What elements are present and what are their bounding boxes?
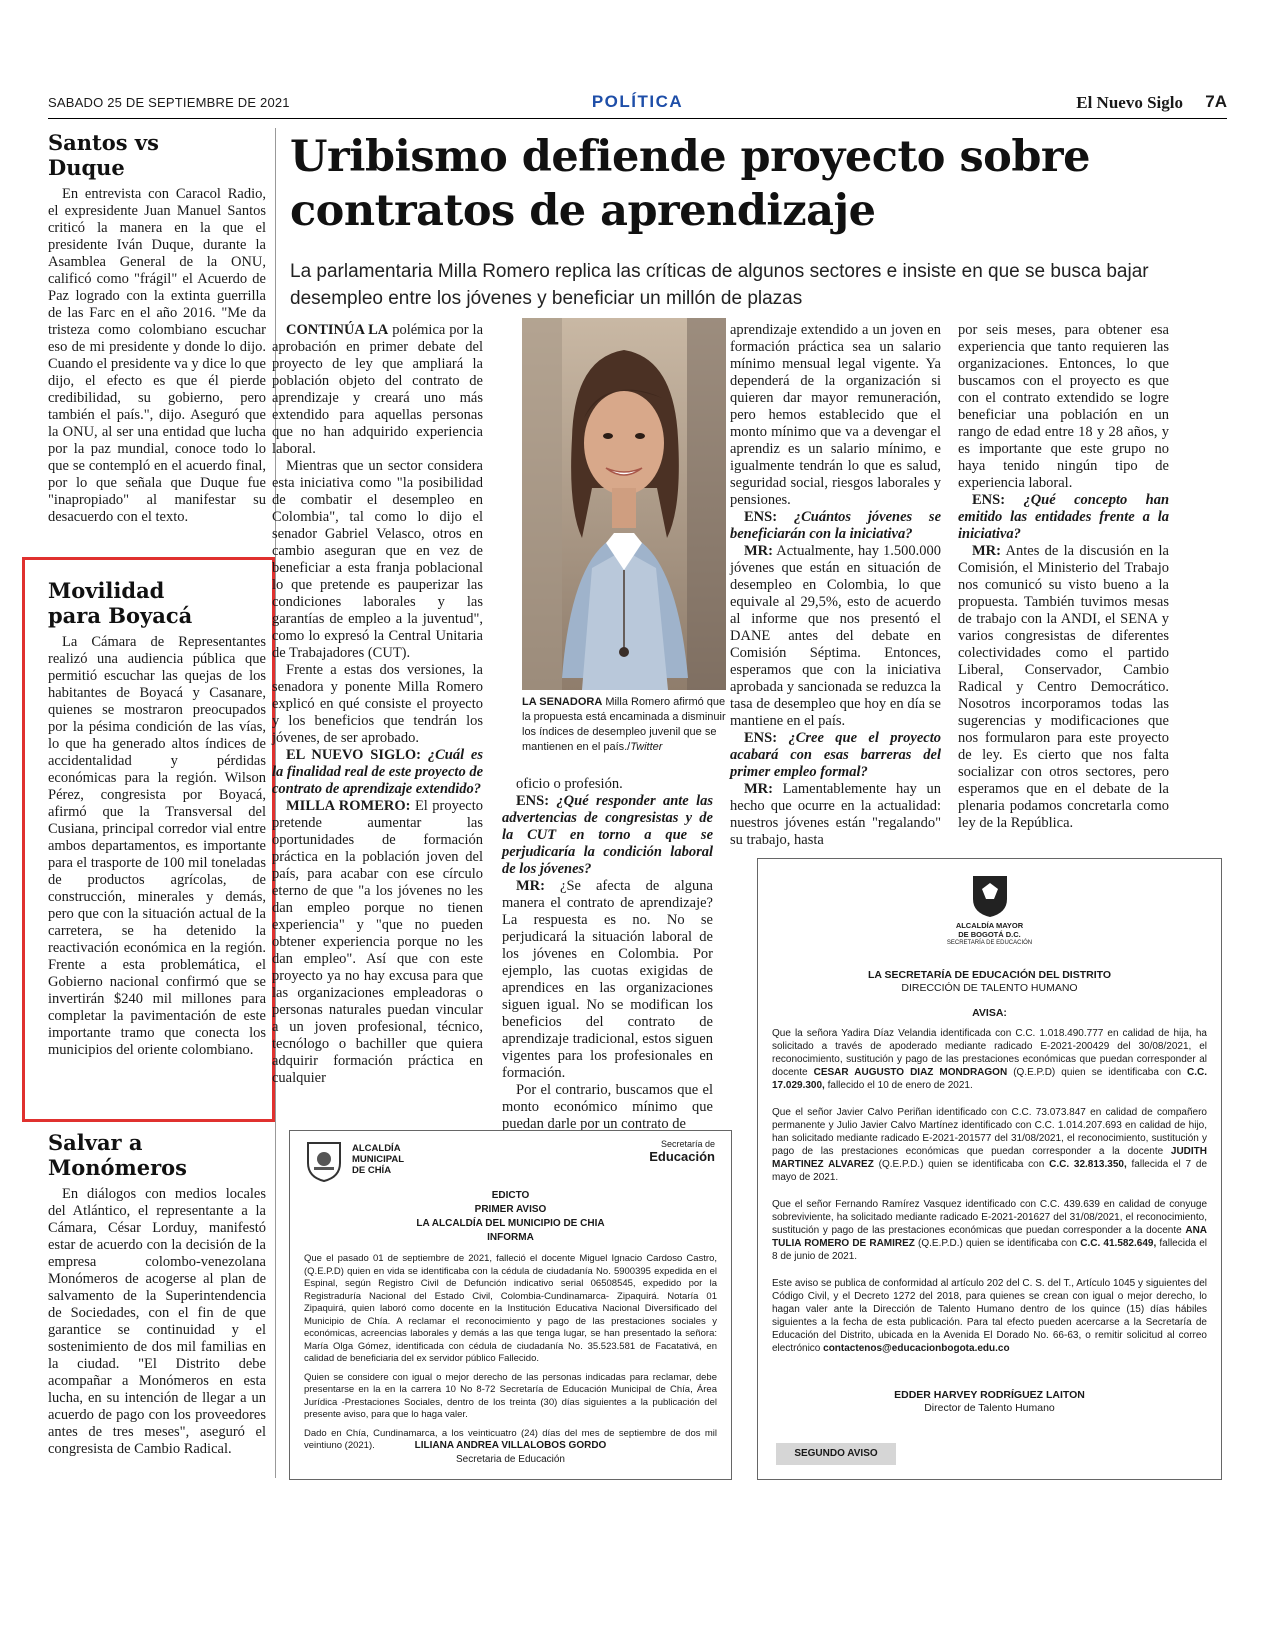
issue-date: SABADO 25 DE SEPTIEMBRE DE 2021 xyxy=(48,95,290,110)
caption-lead: LA SENADORA xyxy=(522,696,603,708)
article-paragraph: Por el contrario, buscamos que el monto económico mínimo que puedan darle por un contrato de xyxy=(502,1082,713,1132)
interview-answer: MR: Actualmente, hay 1.500.000 jóvenes que están en situación de desempleo en Colombia, lo que equivale al 29,5%, esto de acuerdo al informe que nos presentó el DANE antes del debate en Comisión Séptima. Entonces, esperamos que con la iniciativa aprobada y sancionada se reduzca la tasa de desempleo que hoy en día se mantiene en el país. xyxy=(730,543,942,729)
chia-title: EDICTO PRIMER AVISO LA ALCALDÍA DEL MUNICIPIO DE CHIA INFORMA xyxy=(416,1190,605,1243)
section-name: POLÍTICA xyxy=(591,92,684,111)
lead-in: CONTINÚA LA xyxy=(286,322,389,338)
article-paragraph: por seis meses, para obtener esa experiencia que tanto requieren las organizaciones. Entonces, lo que buscamos con el proyecto es que con el contrato extendido se logre beneficiar una población en un rango de edad entre 18 y 28 años, y es importante que este grupo no haya tenido ningún tipo de experiencia laboral. xyxy=(958,322,1169,491)
bogota-seal-text: ALCALDÍA MAYOR DE BOGOTÁ D.C. SECRETARÍA DE EDUCACIÓN xyxy=(946,921,1033,946)
bogota-signature: EDDER HARVEY RODRÍGUEZ LAITON Director de Talento Humano xyxy=(894,1389,1085,1414)
article-column-2 xyxy=(502,776,713,1133)
sidebar-story-monomeros xyxy=(48,1130,266,1458)
article-paragraph: CONTINÚA LA polémica por la aprobación en primer debate del proyecto de ley que ampliará la población objeto del contrato de aprendizaje y creará uno más extendido para aquellas personas que no han adquirido experiencia laboral. xyxy=(272,322,484,457)
article-paragraph: oficio o profesión. xyxy=(516,776,623,792)
highlight-box xyxy=(22,557,275,1122)
article-headline: Uribismo defiende proyecto sobre contratos de aprendizaje xyxy=(290,132,1090,236)
masthead: El Nuevo Siglo xyxy=(1076,93,1183,112)
interview-question: ENS: ¿Qué responder ante las advertencias de congresistas y de la CUT en torno a que se perjudicaría la condición laboral de los jóvenes? xyxy=(502,793,713,877)
interview-question: ENS: ¿Cree que el proyecto acabará con esas barreras del primer empleo formal? xyxy=(730,730,941,780)
sidebar-story-title: Movilidad para Boyacá xyxy=(48,578,193,628)
bogota-seal-icon xyxy=(970,873,1010,919)
sidebar-story-body: La Cámara de Representantes realizó una audiencia pública que permitió escuchar las quejas de los habitantes de Boyacá y Casanare, quienes se mostraron preocupados por la pésima condición de las vías, lo que ha generado altos índices de accidentalidad y pérdidas económicas para la región. Wilson Pérez, congresista por Boyacá, afirmó que la Transversal del Cusiana, principal corredor vial entre ambos departamentos, es importante para el trasporte de 100 mil toneladas de productos agrícolas, de construcción, minerales y demás, pero que con la situación actual de la carretera, se ha detenido la reactivación económica en la región. Frente a esta problemática, el Gobierno nacional confirmó que se invertirán $240 mil millones para completar la pavimentación de este importante tramo que conecta los municipios del oriente colombiano. xyxy=(48,634,266,1058)
bogota-heading: LA SECRETARÍA DE EDUCACIÓN DEL DISTRITO DIRECCIÓN DE TALENTO HUMANO AVISA: xyxy=(867,969,1112,1019)
interview-answer: MR: ¿Se afecta de alguna manera el contrato de aprendizaje? La respuesta es no. No se perjudicará la situación laboral de los jóvenes en Colombia. Por ejemplo, las cuotas exigidas de aprendices en las organizaciones siguen igual. No se modifican los beneficios del contrato de aprendizaje tradicional, estos siguen vigentes para los profesionales en formación. xyxy=(502,878,713,1081)
page-number: 7A xyxy=(1205,92,1227,111)
interview-question: ENS: ¿Cuántos jóvenes se beneficiarán con la iniciativa? xyxy=(730,509,942,542)
interview-answer: MR: Lamentablemente hay un hecho que ocurre en la actualidad: nuestros jóvenes están "regalando" su trabajo, hasta xyxy=(730,781,941,848)
second-notice-badge: SEGUNDO AVISO xyxy=(776,1443,896,1465)
interview-question: EL NUEVO SIGLO: ¿Cuál es la finalidad real de este proyecto de contrato de aprendizaje extendido? xyxy=(272,747,484,797)
article-deck: La parlamentaria Milla Romero replica las críticas de algunos sectores e insiste en que se busca bajar desempleo entre los jóvenes y beneficiar un millón de plazas xyxy=(290,261,1149,309)
article-paragraph: Frente a estas dos versiones, la senadora y ponente Milla Romero explicó en qué consiste el proyecto y los beneficios que tendrán los jóvenes, de ser aprobado. xyxy=(272,662,483,746)
article-column-1 xyxy=(272,322,483,1087)
chia-education-logo: Secretaría de Educación xyxy=(649,1139,715,1164)
sidebar-story-santos xyxy=(48,130,266,526)
article-paragraph: Mientras que un sector considera esta iniciativa como "la posibilidad de combatir el desempleo en Colombia", tal como lo dijo el senador Gabriel Velasco, otros en cambio aseguran que en vez de beneficiar a esta franja poblacional lo que pretende es pauperizar las condiciones laborales y las garantías de empleo a la juventud", como lo expresó la Central Unitaria de Trabajadores (CUT). xyxy=(272,458,483,661)
bogota-body: Que la señora Yadira Díaz Velandia identificada con C.C. 1.018.490.777 en calidad de hija, ha solicitado a través de apoderado mediante radicado E-2021-200429 del 30/08/2021, el reconocimiento, sustitución y pago de las prestaciones económicas que puedan corresponder al docente CESAR AUGUSTO DIAZ MONDRAGON (Q.E.P.D) quien se identificaba con C.C. 17.029.300, fallecido el 10 de enero de 2021. Que el señor Javier Calvo Periñan identificado con C.C. 73.073.847 en calidad de compañero permanente y Julio Javier Calvo Martínez identificado con C.C. 1.014.207.693 en calidad de hijo, han solicitado mediante radicado E-2021-201577 del 31/08/2021, el reconocimiento, sustitución y pago de las prestaciones económicas que puedan corresponder a la docente JUDITH MARTINEZ ALVAREZ (Q.E.P.D.) quien se identificaba con C.C. 32.813.350, fallecida el 7 de mayo de 2021. Que el señor Fernando Ramírez Vasquez identificado con C.C. 439.639 en calidad de conyuge sobreviviente, ha solicitado mediante radicado E-2021-201627 del 31/08/2021, el reconocimiento, sustitución y pago de las prestaciones económicas que puedan corresponder a la docente ANA TULIA ROMERO DE RAMIREZ (Q.E.P.D.) quien se identificaba con C.C. 41.582.649, fallecida el 8 de junio de 2021. Este aviso se publica de conformidad al artículo 202 del C. S. del T., Artículo 1045 y siguientes del Código Civil, y el Decreto 1272 del 2018, para quienes se crean con igual o mejor derecho, lo hagan valer ante la Dirección de Talento Humano dentro de los quince (15) días hábiles siguientes a la fecha de esta publicación. Para tal efecto pueden acercarse a la Secretaría de Educación del Distrito, ubicada en la Avenida El Dorado No. 66-63, o remitir solicitud al correo electrónico contactenos@educacionbogota.edu.co xyxy=(772,1028,1208,1354)
chia-shield-icon xyxy=(304,1139,344,1183)
sidebar-story-body: En diálogos con medios locales del Atlántico, el representante a la Cámara, César Lorduy, manifestó estar de acuerdo con la decisión de la empresa colombo-venezolana Monómeros de acogerse al plan de salvamento de la Superintendencia de Sociedades, con el fin de que garantice se continuidad y el sostenimiento de dos mil familias en la ciudad. "El Distrito debe acompañar a Monómeros en esta lucha, en su intención de llegar a un acuerdo de pago con los proveedores antes de tres meses", aseguró el congresista de Cambio Radical. xyxy=(48,1186,266,1457)
chia-org-name: ALCALDÍA MUNICIPAL DE CHÍA xyxy=(352,1143,405,1176)
chia-signature: LILIANA ANDREA VILLALOBOS GORDO Secretaria de Educación xyxy=(414,1440,607,1465)
interview-answer: MR: Antes de la discusión en la Comisión, el Ministerio del Trabajo nos comunicó su visto bueno a la propuesta. También tuvimos mesas de trabajo con la ANDI, el SENA y varios congresistas de diferentes colectividades como el partido Liberal, Conservador, Cambio Radical y Centro Democrático. Nosotros incorporamos todas las sugerencias y modificaciones que nos formularon para este proyecto de ley. Es cierto que nos falta socializar con otros sectores, pero esperamos que en el debate de la plenaria podamos concretarla como ley de la República. xyxy=(958,543,1169,831)
interview-answer: MILLA ROMERO: El proyecto pretende aumentar las oportunidades de formación práctica en la población joven del país, para acabar con ese círculo eterno de que "a los jóvenes no les dan empleo porque no tienen experiencia" y "que no pueden obtener experiencia porque no les dan empleo". Así que con este proyecto ya no hay excusa para que las organizaciones empleadoras o personas naturales puedan vincular a un joven profesional, técnico, tecnólogo o bachiller que quiera adquirir formación práctica en cualquier xyxy=(272,798,483,1086)
photo-caption: LA SENADORA Milla Romero afirmó que la propuesta está encaminada a disminuir los índices de desempleo juvenil que se mantienen en el país./Twitter xyxy=(522,696,726,753)
page-header xyxy=(48,92,1227,119)
article-column-3 xyxy=(730,322,941,849)
sidebar-story-title: Salvar a Monómeros xyxy=(48,1130,188,1180)
article-paragraph: aprendizaje extendido a un joven en formación práctica sea un salario mínimo mensual legal vigente. Ya dependerá de la organización si quieren dar mayor remuneración, pero hemos establecido que el monto mínimo que va a devengar el aprendiz es un salario mínimo, e igualmente tendrán lo que es salud, seguridad social, riesgos laborales y pensiones. xyxy=(730,322,941,508)
portrait-illustration xyxy=(522,318,726,690)
contact-email: contactenos@educacionbogota.edu.co xyxy=(823,1343,1010,1354)
article-column-4 xyxy=(958,322,1169,832)
sidebar-story-body: En entrevista con Caracol Radio, el expresidente Juan Manuel Santos criticó la manera en la que el presidente Iván Duque, durante la Asamblea General de la ONU, calificó como "frágil" el Acuerdo de Paz logrado con la extinta guerrilla de las Farc en el año 2016. "Me da tristeza como colombiano escuchar eso de mi presidente y donde lo dijo. Cuando el presidente va y dice lo que dijo, el efecto es que él pierde credibilidad, su gobierno, pero también el país.", dijo. Aseguró que la ONU, al ser una entidad que lucha por la paz mundial, conoce todo lo que se contempló en el acuerdo final, por lo que señala que Duque fue "inapropiado" al manifestar su desacuerdo con el texto. xyxy=(48,186,266,525)
sidebar-story-title: Santos vs Duque xyxy=(48,130,159,180)
photo-credit: Twitter xyxy=(630,741,663,753)
legal-notice-chia xyxy=(289,1130,732,1480)
senator-photo xyxy=(522,318,726,690)
chia-body: Que el pasado 01 de septiembre de 2021, falleció el docente Miguel Ignacio Cardoso Castro, (Q.E.P.D) quien en vida se identificaba con la cédula de ciudadanía No. 5900395 expedida en el Espinal, según Registro Civil de Defunción indicativo serial 06508545, expedido por la Registraduría Nacional del Estado Civil, Colombia-Cundinamarca- Zipaquirá. Notaría 01 Zipaquirá, quien laboró como docente en la Institución Educativa Nacional Diversificado del Municipio de Chía. A reclamar el reconocimiento y pago de las prestaciones sociales y económicas, acreencias laborales y demás a las que tenga lugar, se han presentado la señora: María Olga Gómez, identificada con cédula de ciudadanía No. 35.523.581 de Facatativá, en calidad de beneficiaria del ex servidor público Fallecido. Quien se considere con igual o mejor derecho de las personas indicadas para reclamar, debe presentarse en la en la carrera 10 No 8-72 Secretaría de Educación Municipal de Chía, Área Jurídica -Prestaciones Sociales, dentro de los treinta (30) días siguientes a la publicación del presente aviso, para que lo haga valer. Dado en Chía, Cundinamarca, a los veinticuatro (24) días del mes de septiembre de dos mil veintiuno (2021). xyxy=(304,1253,717,1451)
legal-notice-bogota xyxy=(757,858,1222,1480)
interview-question: ENS: ¿Qué concepto han emitido las entidades frente a la iniciativa? xyxy=(958,492,1170,542)
